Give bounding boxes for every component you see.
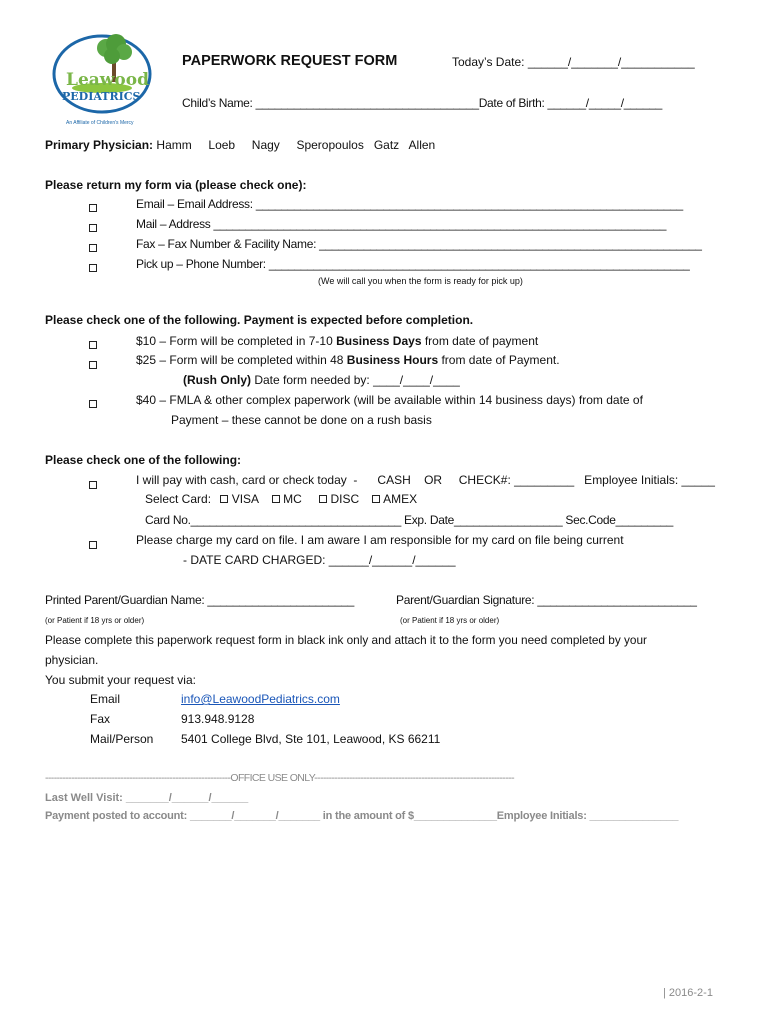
card-number-field[interactable]: Card No._________________________________ Exp. Date_________________ Sec.Code_________	[145, 513, 674, 527]
logo-line1: Leawood	[66, 70, 149, 90]
opt2-text-b: Business Hours	[346, 353, 439, 367]
signature-note: (or Patient if 18 yrs or older)	[400, 616, 500, 625]
payment-option-40-line1[interactable]: $40 – FMLA & other complex paperwork (will be available within 14 business days) from date of	[136, 393, 643, 407]
return-checkbox-pickup[interactable]	[89, 261, 97, 275]
rush-label: (Rush Only)	[183, 373, 251, 387]
opt1-text-c: from date of payment	[421, 334, 539, 348]
rush-date-field[interactable]	[183, 373, 460, 387]
return-checkbox-mail[interactable]	[89, 221, 97, 235]
printed-name-field[interactable]: Printed Parent/Guardian Name: _______________________	[45, 593, 355, 607]
payment-option-40-line2: Payment – these cannot be done on a rush basis	[171, 413, 432, 427]
payment-heading: Please check one of the following. Payment is expected before completion.	[45, 313, 474, 327]
card-checkbox-visa[interactable]	[220, 495, 228, 503]
method-heading: Please check one of the following:	[45, 453, 242, 467]
select-card-row	[145, 492, 417, 506]
mail-value: 5401 College Blvd, Ste 101, Leawood, KS 66211	[181, 732, 441, 746]
opt1-text-b: Business Days	[336, 334, 422, 348]
return-checkbox-email[interactable]	[89, 201, 97, 215]
card-checkbox-amex[interactable]	[372, 495, 380, 503]
form-title: PAPERWORK REQUEST FORM	[182, 53, 398, 69]
rush-date-text: Date form needed by: ____/____/____	[251, 373, 460, 387]
pickup-note: (We will call you when the form is ready for pick up)	[318, 276, 523, 286]
payment-option-10[interactable]	[136, 334, 538, 348]
payment-option-25[interactable]	[136, 353, 560, 367]
card-visa-label: VISA	[231, 492, 259, 506]
physician-label: Primary Physician:	[45, 138, 154, 152]
office-use-divider: ----------------------------------------------------------------OFFICE USE ONLY---------------------------------------------------------------------	[45, 772, 515, 784]
card-mc-label: MC	[283, 492, 302, 506]
fax-label: Fax	[90, 712, 111, 726]
return-option-fax[interactable]: Fax – Fax Number & Facility Name: ____________________________________________________________	[136, 237, 702, 251]
payment-checkbox-10[interactable]	[89, 338, 97, 352]
return-option-mail[interactable]: Mail – Address _______________________________________________________________________	[136, 217, 667, 231]
last-well-visit-field[interactable]: Last Well Visit: _______/______/______	[45, 792, 249, 804]
logo-line2: PEDIATRICS	[62, 90, 141, 103]
mail-label: Mail/Person	[90, 732, 154, 746]
method-checkbox-pay-today[interactable]	[89, 478, 97, 492]
return-checkbox-fax[interactable]	[89, 241, 97, 255]
fax-value: 913.948.9128	[181, 712, 255, 726]
return-option-email[interactable]: Email – Email Address: ___________________________________________________________________	[136, 197, 683, 211]
card-checkbox-mc[interactable]	[272, 495, 280, 503]
instructions-line2: physician.	[45, 653, 99, 667]
instructions-line1: Please complete this paperwork request form in black ink only and attach it to the form you need completed by your	[45, 633, 647, 647]
leawood-pediatrics-logo	[50, 26, 162, 134]
select-card-label: Select Card:	[145, 492, 212, 506]
email-link[interactable]: info@LeawoodPediatrics.com	[181, 692, 340, 706]
return-heading: Please return my form via (please check one):	[45, 178, 307, 192]
card-disc-label: DISC	[330, 492, 360, 506]
method-pay-today[interactable]: I will pay with cash, card or check today - CASH OR CHECK#: _________ Employee Initials: _____	[136, 473, 715, 487]
method-checkbox-on-file[interactable]	[89, 538, 97, 552]
primary-physician-row	[45, 138, 435, 152]
return-option-pickup[interactable]: Pick up – Phone Number: __________________________________________________________________	[136, 257, 690, 271]
method-on-file[interactable]: Please charge my card on file. I am aware I am responsible for my card on file being current	[136, 533, 624, 547]
opt2-text-a: $25 – Form will be completed within 48	[136, 353, 347, 367]
signature-field[interactable]: Parent/Guardian Signature: _________________________	[396, 593, 697, 607]
logo-tagline: An Affiliate of Children's Mercy	[66, 120, 134, 126]
payment-checkbox-25[interactable]	[89, 358, 97, 372]
card-checkbox-disc[interactable]	[319, 495, 327, 503]
printed-name-note: (or Patient if 18 yrs or older)	[45, 616, 145, 625]
footer-code: | 2016-2-1	[663, 987, 713, 999]
childs-name-dob-field[interactable]: Child’s Name: ___________________________________Date of Birth: ______/_____/______	[182, 96, 662, 110]
payment-posted-field[interactable]: Payment posted to account: _______/_______/_______ in the amount of $______________Employee Initials: _______________	[45, 810, 679, 822]
payment-checkbox-40[interactable]	[89, 397, 97, 411]
opt1-text-a: $10 – Form will be completed in 7-10	[136, 334, 337, 348]
submit-heading: You submit your request via:	[45, 673, 196, 687]
card-amex-label: AMEX	[383, 492, 418, 506]
physician-options[interactable]: Hamm Loeb Nagy Speropoulos Gatz Allen	[156, 138, 436, 152]
opt2-text-c: from date of Payment.	[438, 353, 560, 367]
date-card-charged-field[interactable]: - DATE CARD CHARGED: ______/______/______	[183, 553, 456, 567]
email-label: Email	[90, 692, 121, 706]
todays-date-field[interactable]: Today’s Date: ______/_______/___________	[452, 55, 695, 69]
